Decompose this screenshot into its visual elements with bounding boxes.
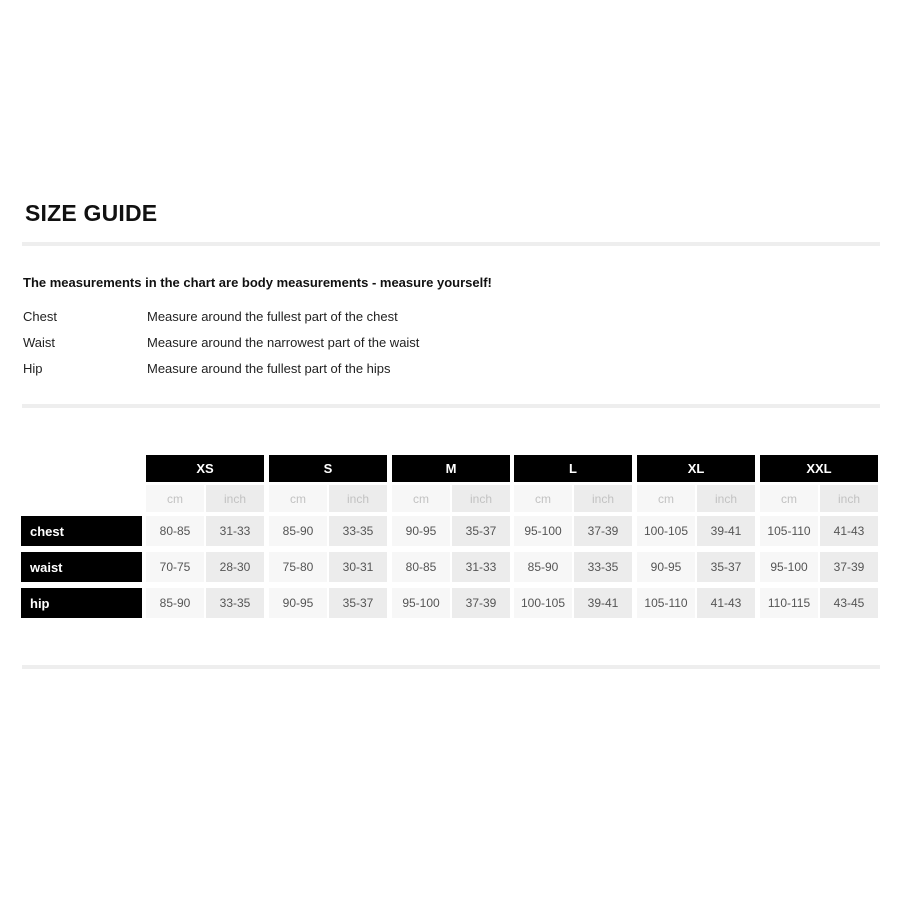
table-cell: 37-39 (452, 588, 510, 618)
table-cell: 35-37 (697, 552, 755, 582)
unit-label: cm (514, 485, 572, 512)
page-title: SIZE GUIDE (25, 200, 158, 226)
unit-label: inch (697, 485, 755, 512)
unit-label: cm (269, 485, 327, 512)
table-cell: 85-90 (269, 516, 327, 546)
table-cell: 105-110 (637, 588, 695, 618)
intro-text: The measurements in the chart are body measurements - measure yourself! (23, 275, 492, 290)
unit-label: inch (452, 485, 510, 512)
table-cell: 90-95 (392, 516, 450, 546)
table-cell: 105-110 (760, 516, 818, 546)
size-header-xs: XS (146, 455, 264, 482)
measurement-definitions (23, 303, 419, 381)
divider (22, 665, 880, 669)
table-cell: 41-43 (820, 516, 878, 546)
table-cell: 80-85 (146, 516, 204, 546)
table-cell: 95-100 (760, 552, 818, 582)
table-cell: 33-35 (206, 588, 264, 618)
definition-term: Waist (23, 334, 56, 350)
row-label-waist: waist (21, 552, 142, 582)
definition-term: Hip (23, 360, 43, 376)
table-cell: 28-30 (206, 552, 264, 582)
table-cell: 43-45 (820, 588, 878, 618)
table-cell: 85-90 (146, 588, 204, 618)
unit-label: cm (146, 485, 204, 512)
table-cell: 39-41 (574, 588, 632, 618)
unit-label: cm (637, 485, 695, 512)
table-cell: 110-115 (760, 588, 818, 618)
table-cell: 37-39 (574, 516, 632, 546)
table-cell: 95-100 (392, 588, 450, 618)
table-cell: 31-33 (452, 552, 510, 582)
unit-label: cm (760, 485, 818, 512)
unit-label: inch (574, 485, 632, 512)
definition-row-hip (23, 355, 419, 381)
table-cell: 39-41 (697, 516, 755, 546)
table-cell: 85-90 (514, 552, 572, 582)
table-cell: 75-80 (269, 552, 327, 582)
table-cell: 100-105 (514, 588, 572, 618)
divider (22, 242, 880, 246)
definition-row-waist (23, 329, 419, 355)
table-cell: 90-95 (637, 552, 695, 582)
table-cell: 95-100 (514, 516, 572, 546)
unit-label: inch (329, 485, 387, 512)
table-cell: 33-35 (329, 516, 387, 546)
table-cell: 33-35 (574, 552, 632, 582)
divider (22, 404, 880, 408)
size-header-m: M (392, 455, 510, 482)
table-cell: 35-37 (329, 588, 387, 618)
definition-text: Measure around the fullest part of the hips (147, 360, 391, 376)
size-header-xl: XL (637, 455, 755, 482)
size-header-l: L (514, 455, 632, 482)
size-header-s: S (269, 455, 387, 482)
unit-label: cm (392, 485, 450, 512)
unit-label: inch (206, 485, 264, 512)
definition-term: Chest (23, 308, 57, 324)
table-cell: 31-33 (206, 516, 264, 546)
definition-text: Measure around the fullest part of the chest (147, 308, 398, 324)
definition-text: Measure around the narrowest part of the waist (147, 334, 420, 350)
table-cell: 30-31 (329, 552, 387, 582)
unit-label: inch (820, 485, 878, 512)
size-header-xxl: XXL (760, 455, 878, 482)
table-cell: 70-75 (146, 552, 204, 582)
table-cell: 100-105 (637, 516, 695, 546)
definition-row-chest (23, 303, 419, 329)
row-label-chest: chest (21, 516, 142, 546)
table-cell: 80-85 (392, 552, 450, 582)
table-cell: 41-43 (697, 588, 755, 618)
row-label-hip: hip (21, 588, 142, 618)
table-cell: 35-37 (452, 516, 510, 546)
table-cell: 37-39 (820, 552, 878, 582)
table-cell: 90-95 (269, 588, 327, 618)
